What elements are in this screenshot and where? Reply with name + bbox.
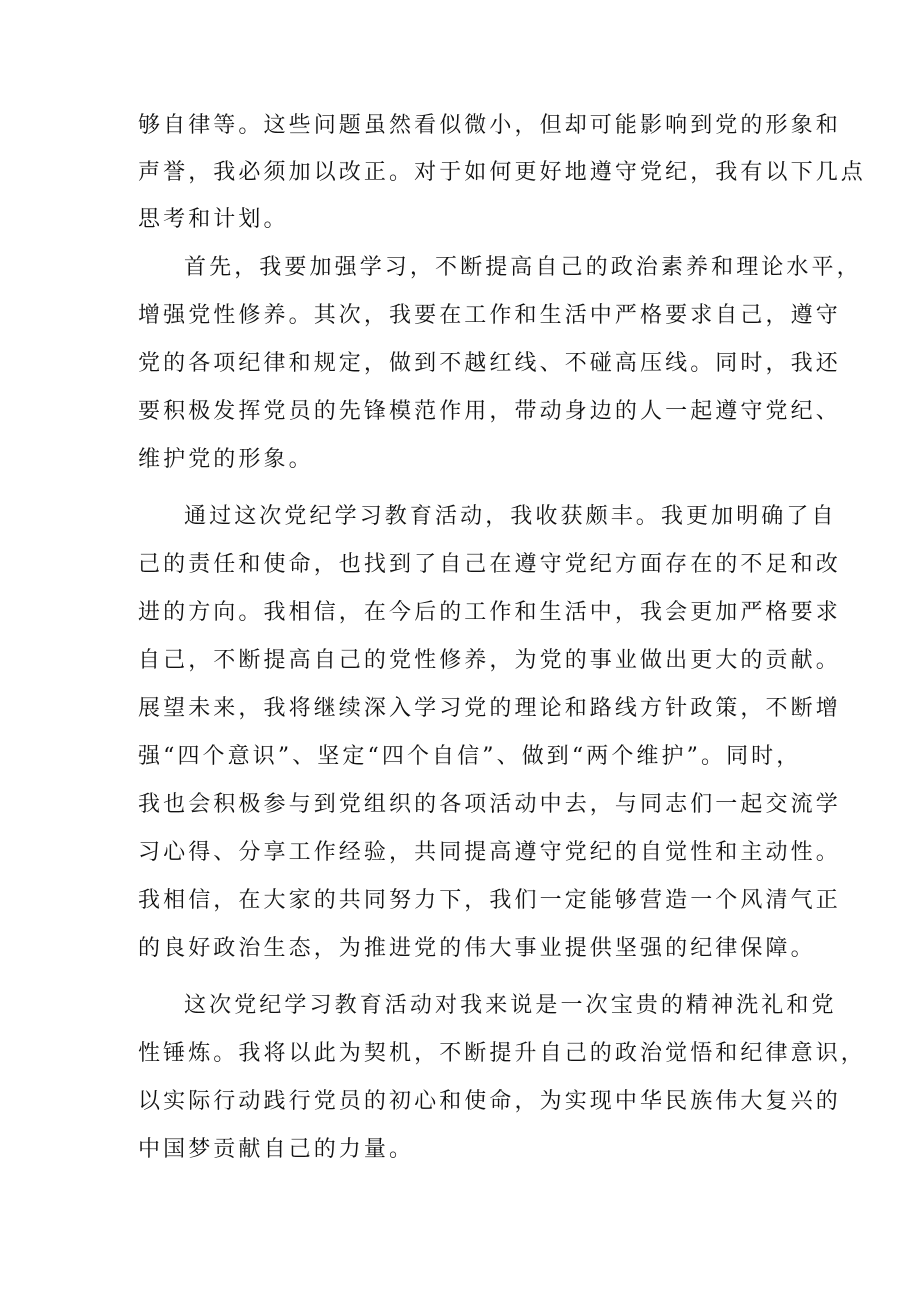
paragraph-2-line-1: 首先，我要加强学习，不断提高自己的政治素养和理论水平， xyxy=(184,255,862,280)
paragraph-4-line-1: 这次党纪学习教育活动对我来说是一次宝贵的精神洗礼和党 xyxy=(184,993,837,1018)
paragraph-4-line-4: 中国梦贡献自己的力量。 xyxy=(138,1137,415,1162)
paragraph-4-line-2: 性锤炼。我将以此为契机，不断提升自己的政治觉悟和纪律意识， xyxy=(138,1041,866,1066)
paragraph-1-line-1: 够自律等。这些问题虽然看似微小，但却可能影响到党的形象和 xyxy=(138,113,841,138)
paragraph-1-line-2: 声誉，我必须加以改正。对于如何更好地遵守党纪，我有以下几点 xyxy=(138,160,866,185)
paragraph-4-line-3: 以实际行动践行党员的初心和使命，为实现中华民族伟大复兴的 xyxy=(138,1089,841,1114)
paragraph-3-line-5: 展望未来，我将继续深入学习党的理论和路线方针政策，不断增 xyxy=(138,696,841,721)
paragraph-3-line-2: 己的责任和使命，也找到了自己在遵守党纪方面存在的不足和改 xyxy=(138,552,841,577)
paragraph-3-line-6: 强“四个意识”、坚定“四个自信”、做到“两个维护”。同时， xyxy=(138,744,802,769)
paragraph-2-line-2: 增强党性修养。其次，我要在工作和生活中严格要求自己，遵守 xyxy=(138,303,841,328)
paragraph-3-line-9: 我相信，在大家的共同努力下，我们一定能够营造一个风清气正 xyxy=(138,888,841,913)
paragraph-3-line-1: 通过这次党纪学习教育活动，我收获颇丰。我更加明确了自 xyxy=(184,504,837,529)
paragraph-2-line-3: 党的各项纪律和规定，做到不越红线、不碰高压线。同时，我还 xyxy=(138,351,841,376)
paragraph-1-line-3: 思考和计划。 xyxy=(138,207,289,232)
paragraph-3-line-10: 的良好政治生态，为推进党的伟大事业提供坚强的纪律保障。 xyxy=(138,936,816,961)
paragraph-3-line-7: 我也会积极参与到党组织的各项活动中去，与同志们一起交流学 xyxy=(138,792,841,817)
paragraph-3-line-8: 习心得、分享工作经验，共同提高遵守党纪的自觉性和主动性。 xyxy=(138,840,841,865)
paragraph-3-line-4: 自己，不断提高自己的党性修养，为党的事业做出更大的贡献。 xyxy=(138,648,841,673)
paragraph-3-line-3: 进的方向。我相信，在今后的工作和生活中，我会更加严格要求 xyxy=(138,600,841,625)
paragraph-2-line-4: 要积极发挥党员的先锋模范作用，带动身边的人一起遵守党纪、 xyxy=(138,399,841,424)
paragraph-2-line-5: 维护党的形象。 xyxy=(138,447,314,472)
